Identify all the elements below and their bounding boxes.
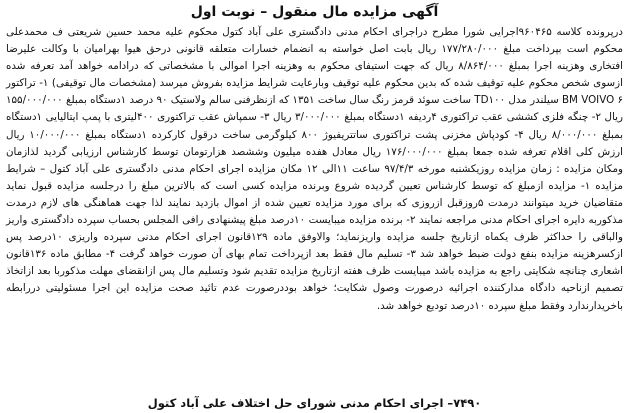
case-intro: درپرونده کلاسه xyxy=(556,26,623,38)
notice-body xyxy=(6,24,623,315)
footer-issuer: – اجرای احکام مدنی شورای حل اختلاف علی آباد کتول xyxy=(147,396,454,410)
notice-body-text: اجرایی شورا مطرح دراجرای احکام مدنی دادگستری علی آباد کتول محکوم علیه محمد حسین شریعتی ف محمدعلی محکوم است بپرداخت مبلغ ۱۷۷/۲۸۰/۰۰۰ ریال بابت اصل خواسته به انضمام خسارات متعلقه قانونی درحق هیوا بهرامیان با وکالت علیرضا افتخاری وهزینه اجرا بمبلغ ۸/۸۶۴/۰۰۰ ریال که جهت استیفای محکوم به وهزینه اجرا اموالی با مشخصاتی که درادامه خواهد آمد تعرفه شده ازسوی شخص محکوم علیه توقیف شده که بدین محکوم علیه توقیف وبارعایت شرایط مزایده بفروش میرسد (مشخصات مال توقیفی) ۱- تراکتور BM VOIVO ۶ سیلندر مدل TD۱۰۰ ساخت سوئد قرمز رنگ سال ساخت ۱۳۵۱ که ازنظرفنی سالم ولاستیک ۹۰ درصد ۱دستگاه بمبلغ ۱۵۵/۰۰۰/۰۰۰ ریال ۲- چنگه فلزی کششی عقب تراکتوری ۴ردیفه ۱دستگاه بمبلغ ۳/۰۰۰/۰۰۰ ریال ۳- سمپاش عقب تراکتوری ۴۰۰لیتری با پمپ ایتالیایی ۱دستگاه بمبلغ ۸/۰۰۰/۰۰۰ ریال ۴- کودپاش مخزنی پشت تراکتوری ساتتریفیوژ ۸۰۰ کیلوگرمی ساخت درقول کارکرده ۱دستگاه بمبلغ ۱۰/۰۰۰/۰۰۰ ریال ارزش کلی اقلام تعرفه شده جمعا بمبلغ ۱۷۶/۰۰۰/۰۰۰ ریال معادل هفده میلیون وششصد هزارتومان توسط کارشناس ارزیابی گردید لذازمان ومکان مزایده : زمان مزایده روزیکشنبه مورخه ۹۷/۴/۳ ساعت ۱۱الی ۱۲ مکان مزایده اجرای احکام مدنی دادگستری علی آباد کتول – شرایط مزایده ۱- مزایده ازمبلغ که توسط کارشناس تعیین گردیده شروع وبرنده مزایده کسی است که بالاترین مبلغ را درجلسه مزایده قبول نماید متقاضیان خرید میتوانند درمدت ۵روزقبل ازروزی که برای مورد مزایده تعیین شده از اموال بازدید نمایند لذا جهت هماهنگی های لازم درمدت مذکوربه دایره اجرای احکام مدنی مراجعه نمایند ۲- برنده مزایده میبایست ۱۰درصد مبلغ پیشنهادی رافی المجلس بحساب سپرده دادگستری واریز والباقی را حداکثر ظرف یکماه ازتاریخ جلسه مزایده واریزنماید؛ والاوفق ماده ۱۲۹قانون اجرای احکام مدنی سپرده واریزی ۱۰درصد پس ازکسرهزینه مزایده بنفع دولت ضبط خواهد شد ۳- تسلیم مال فقط بعد ازپرداخت تمام بهای آن صورت خواهد گرفت ۴- مطابق ماده ۱۳۶قانون اشعاری چنانچه شکایتی راجع به مزایده باشد میبایست ظرف هفته ازتاریخ مزایده تقدیم شود وتسلیم مال پس ازانقضای مهلت مذکوربا بعد ازاتخاذ تصمیم ازناحیه دادگاه مدارکننده اجرائیه درصورت وصول شکایت؛ خواهد بوددرصورت عدم تائید صحت مزایده این اجرا مسئولیتی دررابطه باخریدارندارد وفقط مبلغ سپرده ۱۰درصد تودیع خواهد شد. xyxy=(6,26,624,312)
footer-code: ۷۴۹۰ xyxy=(453,396,482,410)
case-number: ۹۶۰۴۶۵ xyxy=(518,26,552,38)
notice-title: آگهی مزایده مال منقول – نوبت اول xyxy=(190,4,439,20)
notice-footer xyxy=(0,396,629,411)
